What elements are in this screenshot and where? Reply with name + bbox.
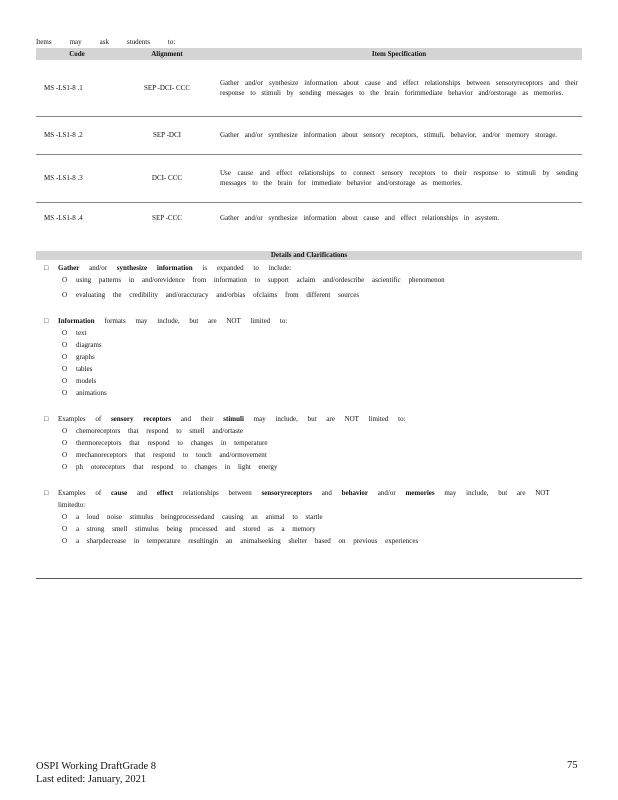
- alignment-cell: DCI- CCC: [118, 154, 216, 202]
- bullet-line: [36, 262, 582, 274]
- list-item-text: thermoreceptors that respond to changes in temperature: [76, 439, 268, 447]
- circle-bullet-icon: O: [62, 276, 68, 284]
- circle-bullet-icon: O: [62, 365, 68, 373]
- list-item: [36, 523, 582, 535]
- list-item: [36, 511, 582, 523]
- bottom-rule: [36, 578, 582, 579]
- text: Examples of: [58, 415, 102, 423]
- square-bullet-icon: □: [44, 489, 49, 497]
- bold-term: receptors: [143, 415, 172, 423]
- list-item-text: text: [76, 329, 87, 337]
- details-section: [36, 262, 582, 553]
- list-item-text: animations: [76, 389, 107, 397]
- text: and/or: [89, 264, 108, 272]
- intro-word: may: [69, 38, 82, 46]
- list-item: [36, 339, 582, 351]
- bullet-line: [36, 315, 582, 327]
- list-item: [36, 437, 582, 449]
- circle-bullet-icon: O: [62, 389, 68, 397]
- bold-term: stimuli: [223, 415, 244, 423]
- circle-bullet-icon: O: [62, 353, 68, 361]
- text: may include, but are NOT limited to:: [253, 415, 406, 423]
- list-item: [36, 387, 582, 399]
- intro-word: students: [126, 38, 150, 46]
- text: and: [137, 489, 148, 497]
- text: and their: [180, 415, 214, 423]
- detail-block-information: [36, 315, 582, 399]
- list-item-text: ph otoreceptors that respond to changes in light energy: [76, 463, 278, 471]
- circle-bullet-icon: O: [62, 513, 68, 521]
- item-spec-table: [36, 48, 582, 234]
- bold-term: sensory: [110, 415, 134, 423]
- list-item-text: graphs: [76, 353, 95, 361]
- bullet-line: [36, 413, 582, 425]
- circle-bullet-icon: O: [62, 377, 68, 385]
- list-item-text: diagrams: [76, 341, 102, 349]
- code-cell: MS -LS1-8 .1: [44, 83, 83, 92]
- list-item: [36, 363, 582, 375]
- list-item: [36, 461, 582, 473]
- circle-bullet-icon: O: [62, 291, 68, 299]
- spec-cell: Use cause and effect relationships to connect sensory receptors to their response to stimuli by sending messages to the brain for immediate behavior and/orstorage as memories.: [216, 154, 582, 202]
- page-footer: [36, 760, 156, 786]
- alignment-cell: SEP -DCI: [118, 116, 216, 154]
- text: and: [321, 489, 332, 497]
- circle-bullet-icon: O: [62, 451, 68, 459]
- circle-bullet-icon: O: [62, 427, 68, 435]
- bullet-line: [36, 487, 582, 511]
- footer-draft-label: OSPI Working DraftGrade 8: [36, 761, 156, 772]
- intro-line: [36, 38, 193, 46]
- list-item: [36, 425, 582, 437]
- list-item-text: a strong smell stimulus being processed and stored as a memory: [76, 525, 316, 533]
- circle-bullet-icon: O: [62, 439, 68, 447]
- code-header: Code: [36, 48, 118, 60]
- list-item: [36, 289, 582, 301]
- code-cell: MS -LS1-8 .3: [36, 154, 118, 202]
- circle-bullet-icon: O: [62, 525, 68, 533]
- bold-term: memories: [405, 489, 435, 497]
- list-item-text: models: [76, 377, 97, 385]
- circle-bullet-icon: O: [62, 537, 68, 545]
- spec-cell: Gather and/or synthesize information about sensory receptors, stimuli, behavior, and/or memory storage.: [216, 116, 582, 154]
- list-item-text: tables: [76, 365, 93, 373]
- bold-term: Gather: [58, 264, 80, 272]
- list-item-text: using patterns in and/orevidence from information to support aclaim and/ordescribe ascientific phenomenon: [76, 276, 445, 284]
- list-item: [36, 327, 582, 339]
- list-item: [36, 351, 582, 363]
- text: relationships between: [182, 489, 252, 497]
- table-header-row: [36, 48, 582, 60]
- spec-header: Item Specification: [216, 48, 582, 60]
- list-item: [36, 274, 582, 286]
- detail-block-gather: [36, 262, 582, 301]
- spec-cell: Gather and/or synthesize information about cause and effect relationships in asystem.: [216, 202, 582, 234]
- intro-word: to:: [167, 38, 176, 46]
- list-item-text: mechanoreceptors that respond to touch and/ormovement: [76, 451, 267, 459]
- code-cell: MS -LS1-8 .4: [36, 202, 118, 234]
- intro-word: ask: [99, 38, 109, 46]
- circle-bullet-icon: O: [62, 329, 68, 337]
- alignment-cell: SEP -DCI- CCC: [143, 83, 191, 92]
- spec-cell: Gather and/or synthesize information about cause and effect relationships between sensoryreceptors and their response to stimuli by sending messages to the brain forimmediate behavior and/orstorage as memories.: [220, 78, 578, 97]
- table-row: [36, 154, 582, 202]
- list-item-text: a loud noise stimulus beingprocessedand causing an animal to startle: [76, 513, 323, 521]
- page-number: 75: [567, 760, 578, 771]
- text: may include, but are NOT limitedto:: [58, 489, 550, 509]
- square-bullet-icon: □: [44, 264, 49, 272]
- bold-term: behavior: [341, 489, 369, 497]
- table-row: [36, 202, 582, 234]
- bold-term: information: [156, 264, 193, 272]
- alignment-cell: SEP -CCC: [118, 202, 216, 234]
- bold-term: cause: [110, 489, 128, 497]
- circle-bullet-icon: O: [62, 463, 68, 471]
- intro-word: Items: [36, 38, 52, 46]
- bold-term: effect: [156, 489, 174, 497]
- details-header: Details and Clarifications: [36, 251, 582, 260]
- square-bullet-icon: □: [44, 415, 49, 423]
- footer-edited-date: Last edited: January, 2021: [36, 774, 147, 785]
- bold-term: Information: [58, 317, 95, 325]
- text: Examples of: [58, 489, 102, 497]
- list-item-text: a sharpdecrease in temperature resultingin an animalseeking shelter based on previous experiences: [76, 537, 419, 545]
- list-item: [36, 375, 582, 387]
- square-bullet-icon: □: [44, 317, 49, 325]
- detail-block-receptors: [36, 413, 582, 473]
- code-cell: MS -LS1-8 .2: [36, 116, 118, 154]
- list-item-text: evaluating the credibility and/oraccuracy and/orbias ofclaims from different sources: [76, 291, 360, 299]
- text: and/or: [377, 489, 396, 497]
- circle-bullet-icon: O: [62, 341, 68, 349]
- list-item: [36, 535, 582, 547]
- list-item: [36, 449, 582, 461]
- table-row: [36, 116, 582, 154]
- text: is expanded to include:: [202, 264, 292, 272]
- text: formats may include, but are NOT limited to:: [104, 317, 288, 325]
- detail-block-cause-effect: [36, 487, 582, 547]
- bold-term: sensoryreceptors: [261, 489, 312, 497]
- list-item-text: chemoreceptors that respond to smell and/ortaste: [76, 427, 244, 435]
- table-row: [36, 60, 582, 116]
- bold-term: synthesize: [116, 264, 148, 272]
- alignment-header: Alignment: [118, 48, 216, 60]
